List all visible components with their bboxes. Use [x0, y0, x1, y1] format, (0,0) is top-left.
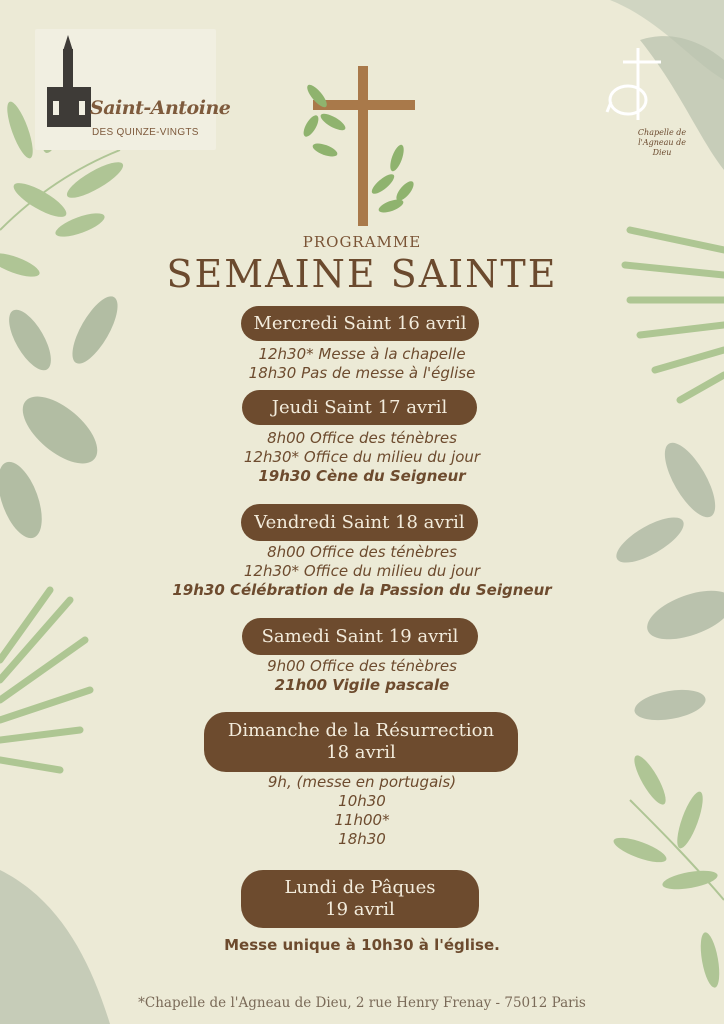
- day-badge-line: 19 avril: [325, 899, 395, 920]
- schedule-line: 12h30* Messe à la chapelle: [258, 345, 466, 363]
- page-title: SEMAINE SAINTE: [166, 252, 558, 296]
- day-badge-line: 18 avril: [326, 742, 396, 763]
- church-icon: [43, 35, 99, 147]
- schedule-line: 12h30* Office du milieu du jour: [243, 562, 481, 580]
- day-badge-lundi: [241, 870, 479, 928]
- lamb-cross-icon: [603, 40, 693, 135]
- day-badge-line: Lundi de Pâques: [284, 877, 436, 898]
- day-badge-jeudi: Jeudi Saint 17 avril: [242, 390, 477, 425]
- schedule-line: 8h00 Office des ténèbres: [267, 429, 457, 447]
- schedule-line: 18h30: [338, 830, 386, 848]
- schedule-line-highlight: 19h30 Célébration de la Passion du Seigneur: [172, 581, 552, 599]
- schedule-line: 18h30 Pas de messe à l'église: [248, 364, 476, 382]
- logo-subtitle: DES QUINZE-VINGTS: [92, 127, 199, 138]
- day-badge-samedi: Samedi Saint 19 avril: [242, 618, 478, 655]
- day-badge-dimanche: [204, 712, 518, 772]
- schedule-line: 10h30: [338, 792, 386, 810]
- logo-title: Saint-Antoine: [90, 97, 231, 119]
- schedule-line: 11h00*: [334, 811, 390, 829]
- schedule-line: 12h30* Office du milieu du jour: [243, 448, 481, 466]
- schedule-line: 9h00 Office des ténèbres: [267, 657, 457, 675]
- day-badge-vendredi: Vendredi Saint 18 avril: [241, 504, 478, 541]
- footer-address: *Chapelle de l'Agneau de Dieu, 2 rue Henry Frenay - 75012 Paris: [138, 995, 586, 1011]
- cross-icon: [295, 66, 420, 231]
- schedule-line-highlight: 19h30 Cène du Seigneur: [258, 467, 466, 485]
- day-badge-mercredi: Mercredi Saint 16 avril: [241, 306, 479, 341]
- day-badge-line: Dimanche de la Résurrection: [227, 720, 495, 741]
- schedule-line: 8h00 Office des ténèbres: [267, 543, 457, 561]
- schedule-line: 9h, (messe en portugais): [267, 773, 457, 791]
- monday-message: Messe unique à 10h30 à l'église.: [224, 936, 500, 954]
- chapel-logo-text: Chapelle de l'Agneau de Dieu: [637, 128, 687, 157]
- schedule-line-highlight: 21h00 Vigile pascale: [274, 676, 450, 694]
- programme-label: PROGRAMME: [302, 233, 422, 251]
